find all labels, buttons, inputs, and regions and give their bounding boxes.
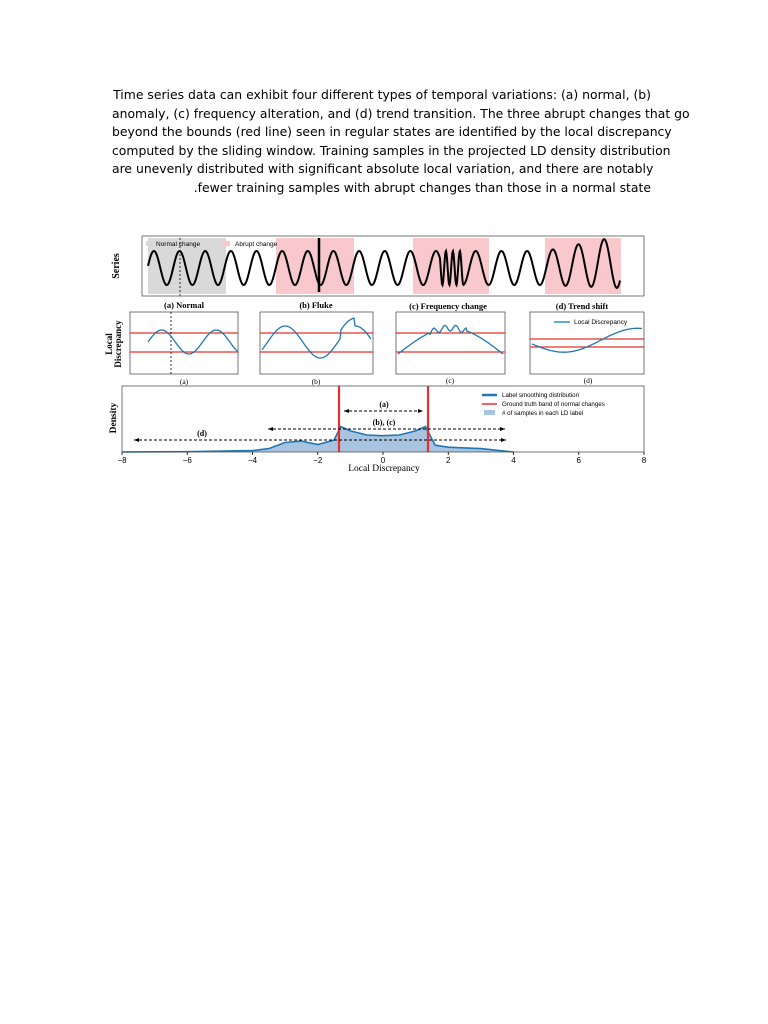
annotation-d xyxy=(134,429,506,442)
x-tick-label: 2 xyxy=(446,456,451,465)
arrowhead-a-left xyxy=(344,409,349,413)
ld-panel xyxy=(104,312,644,386)
caption-line: beyond the bounds (red line) seen in regular states are identified by the local discrepancy xyxy=(112,124,672,140)
caption-line: Time series data can exhibit four different types of temporal variations: (a) normal, (b) xyxy=(113,87,651,102)
ld-frame-b xyxy=(260,312,373,374)
x-tick-label: −2 xyxy=(313,456,323,465)
density-ylabel: Density xyxy=(109,402,119,434)
abrupt-band-trend xyxy=(545,238,621,294)
ld-subplot-b xyxy=(260,312,373,386)
figure xyxy=(104,226,652,478)
arrowhead-d-right xyxy=(501,438,506,442)
series-ylabel: Series xyxy=(111,253,122,279)
annotation-a-label: (a) xyxy=(379,400,389,409)
series-panel xyxy=(111,236,644,311)
legend-abrupt-label: Abrupt change xyxy=(235,241,278,248)
legend-normal-label: Normal change xyxy=(156,241,201,248)
arrowhead-bc-left xyxy=(268,427,273,431)
ld-ylabel-line2: Discrepancy xyxy=(113,320,123,368)
subcaption-frequency: (c) Frequency change xyxy=(409,301,487,311)
ld-label-d: (d) xyxy=(583,376,593,385)
ld-subplot-a xyxy=(130,312,238,386)
x-tick-label: 6 xyxy=(576,456,581,465)
ld-frame-a xyxy=(130,312,238,374)
x-tick-label: −8 xyxy=(117,456,127,465)
density-xlabel: Local Discrepancy xyxy=(348,464,420,474)
x-tick-label: −4 xyxy=(247,456,258,465)
caption-line: are unevenly distributed with significant absolute local variation, and there are notably xyxy=(112,161,654,177)
x-tick-label: −6 xyxy=(182,456,192,465)
legend-abrupt-swatch xyxy=(222,241,230,246)
caption-line: .fewer training samples with abrupt changes than those in a normal state xyxy=(193,179,651,195)
x-tick-label: 8 xyxy=(641,456,647,465)
density-panel xyxy=(109,386,647,474)
figure-caption xyxy=(112,86,690,198)
legend-samples-label: # of samples in each LD label xyxy=(502,410,584,417)
x-tick-label: 0 xyxy=(380,456,386,465)
caption-line: computed by the sliding window. Training samples in the projected LD density distribution xyxy=(112,142,671,158)
ld-label-b: (b) xyxy=(311,377,321,386)
legend-samples-swatch xyxy=(484,410,495,415)
annotation-bc-label: (b), (c) xyxy=(372,418,396,427)
ld-ylabel-line1: Local xyxy=(104,333,114,355)
ld-curve-c xyxy=(398,325,503,354)
annotation-d-label: (d) xyxy=(197,429,207,438)
arrowhead-a-right xyxy=(418,409,423,413)
ld-subplot-c xyxy=(396,312,505,385)
ld-label-a: (a) xyxy=(179,377,189,386)
caption-line: anomaly, (c) frequency alteration, and (d) trend transition. The three abrupt changes that go xyxy=(112,105,690,121)
ld-subplot-d xyxy=(530,312,644,385)
ld-curve-d xyxy=(532,328,642,352)
subcaption-normal: (a) Normal xyxy=(164,300,204,310)
legend-band-label: Ground truth band of normal changes xyxy=(502,401,605,408)
subcaption-trend: (d) Trend shift xyxy=(555,301,609,311)
arrowhead-bc-right xyxy=(500,427,505,431)
annotation-a xyxy=(344,400,423,413)
legend-smoothing-label: Label smoothing distribution xyxy=(502,392,580,399)
x-tick-label: 4 xyxy=(511,456,516,465)
ld-label-c: (c) xyxy=(445,376,455,385)
subcaption-fluke: (b) Fluke xyxy=(299,300,333,310)
arrowhead-d-left xyxy=(134,438,139,442)
density-legend xyxy=(482,392,605,417)
annotation-bc xyxy=(268,418,505,431)
ld-legend-label: Local Discrepancy xyxy=(574,319,628,326)
legend-normal-swatch xyxy=(146,241,154,246)
